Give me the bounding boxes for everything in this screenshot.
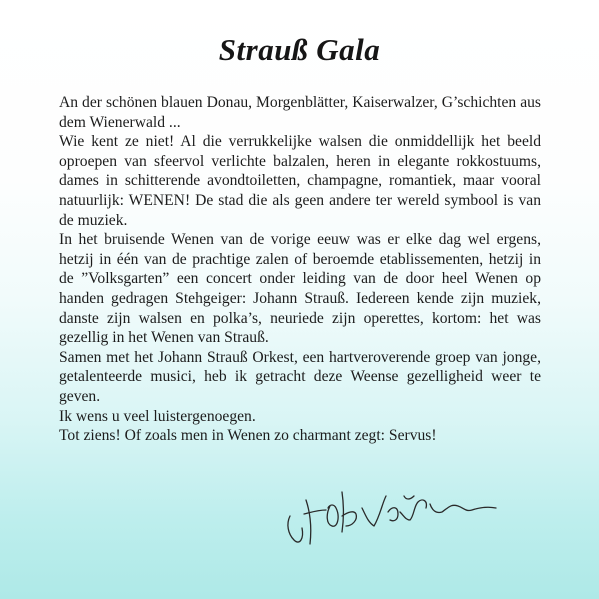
paragraph-vienna: In het bruisende Wenen van de vorige eeuw was er elke dag wel ergens, hetzij in één van de prachtige zalen of beroemde etablissementen, hetzij in de ”Volksgarten” een concert onder leiding van de door heel Wenen op handen gedragen Stehgeiger: Johann Strauß. Iedereen kende zijn muziek, danste zijn walsen en polka’s, neuriede zijn operettes, kortom: het was gezellig in het Wenen van Strauß. bbox=[59, 231, 541, 347]
body-text bbox=[59, 93, 541, 446]
paragraph-wishes: Ik wens u veel luistergenoegen. bbox=[59, 407, 256, 425]
handwritten-signature bbox=[282, 456, 512, 556]
paragraph-intro: An der schönen blauen Donau, Morgenblätter, Kaiserwalzer, G’schichten aus dem Wienerwald ... bbox=[59, 94, 541, 131]
paragraph-waltzes: Wie kent ze niet! Al die verrukkelijke walsen die onmiddellijk het beeld oproepen van sfeervol verlichte balzalen, heren in elegante rokkostuums, dames in schitterende avondtoiletten, champagne, romantiek, maar vooral natuurlijk: WENEN! De stad die als geen andere ter wereld symbool is van de muziek. bbox=[59, 133, 541, 229]
paragraph-farewell: Tot ziens! Of zoals men in Wenen zo charmant zegt: Servus! bbox=[59, 427, 437, 445]
page-title: Strauß Gala bbox=[218, 32, 381, 67]
paragraph-orchestra: Samen met het Johann Strauß Orkest, een hartveroverende groep van jonge, getalenteerde musici, heb ik getracht deze Weense gezelligheid weer te geven. bbox=[59, 348, 541, 405]
